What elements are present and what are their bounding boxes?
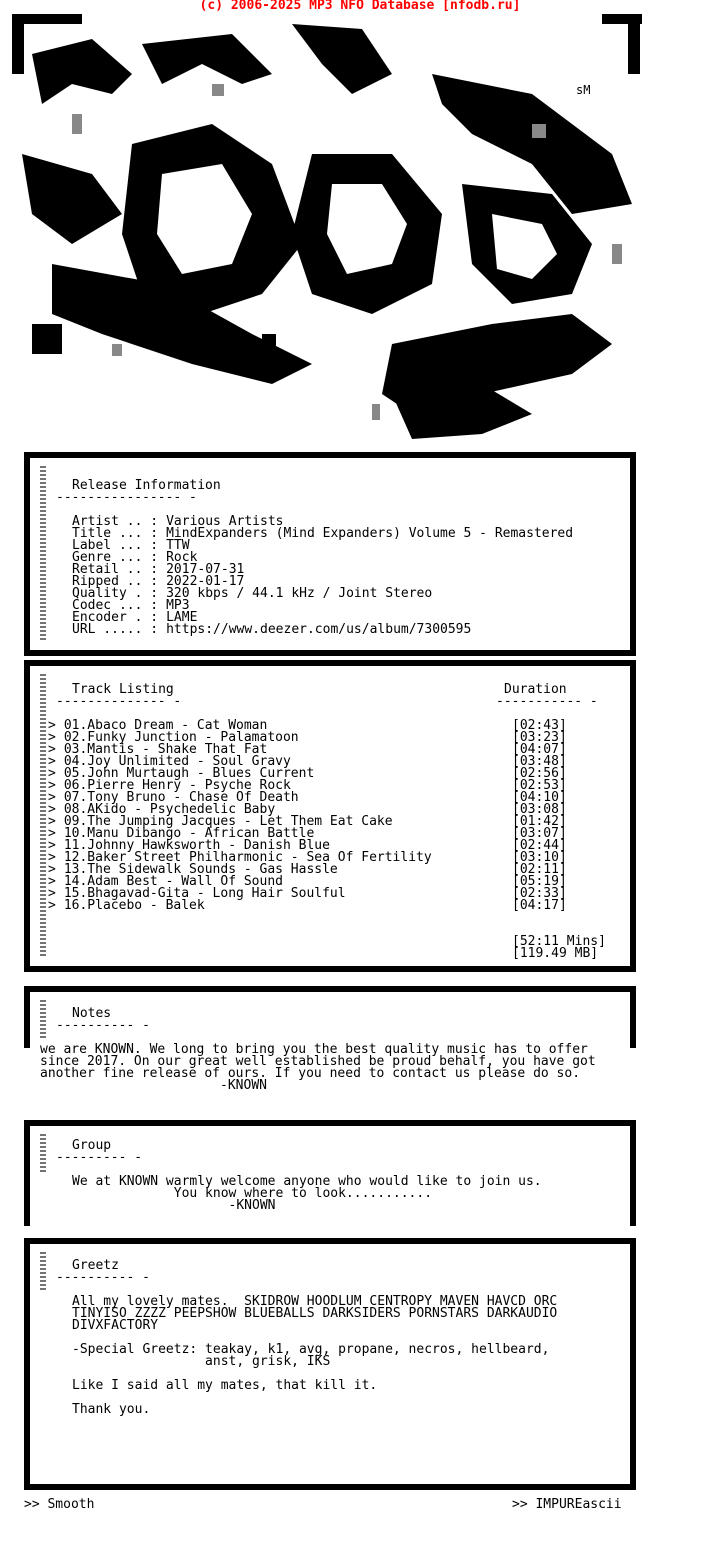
release-field-label: Artist .. :	[72, 514, 159, 529]
greetz-line: DIVXFACTORY	[72, 1318, 159, 1333]
footer-left: >> Smooth	[24, 1497, 95, 1512]
track-title: 08.AKido - Psychedelic Baby	[63, 802, 276, 817]
track-duration: [02:44]	[512, 838, 567, 853]
track-marker: >	[48, 850, 56, 865]
track-list	[48, 720, 608, 912]
track-title: 13.The Sidewalk Sounds - Gas Hassle	[63, 862, 338, 877]
group-rule: --------- -	[56, 1150, 143, 1165]
release-field-label: Quality . :	[72, 586, 159, 601]
track-duration: [01:42]	[512, 814, 567, 829]
greetz-rule: ---------- -	[56, 1270, 150, 1285]
greetz-line: anst, grisk, IKS	[72, 1354, 331, 1369]
release-field-value: 320 kbps / 44.1 kHz / Joint Stereo	[166, 586, 433, 601]
track-marker: >	[48, 814, 56, 829]
greetz-line: -Special Greetz: teakay, k1, avg, propane, necros, hellbeard,	[72, 1342, 550, 1357]
track-marker: >	[48, 874, 56, 889]
group-heading: Group	[72, 1138, 112, 1153]
track-marker: >	[48, 754, 56, 769]
track-title: 10.Manu Dibango - African Battle	[63, 826, 315, 841]
group-text	[72, 1176, 542, 1212]
release-field-value: MindExpanders (Mind Expanders) Volume 5 - Remastered	[166, 526, 574, 541]
greetz-line: TINYISO ZZZZ PEEPSHOW BLUEBALLS DARKSIDERS PORNSTARS DARKAUDIO	[72, 1306, 558, 1321]
track-marker: >	[48, 898, 56, 913]
greetz-text	[72, 1296, 557, 1416]
release-field-label: Codec ... :	[72, 598, 159, 613]
track-title: 01.Abaco Dream - Cat Woman	[63, 718, 268, 733]
track-duration: [03:48]	[512, 754, 567, 769]
track-title: 02.Funky Junction - Palamatoon	[63, 730, 299, 745]
track-title: 05.John Murtaugh - Blues Current	[63, 766, 315, 781]
release-field-label: URL ..... :	[72, 622, 159, 637]
group-line: -KNOWN	[72, 1198, 276, 1213]
release-field-value: 2022-01-17	[166, 574, 245, 589]
greetz-line: Like I said all my mates, that kill it.	[72, 1378, 378, 1393]
track-title: 15.Bhagavad-Gita - Long Hair Soulful	[63, 886, 346, 901]
track-marker: >	[48, 742, 56, 757]
track-marker: >	[48, 838, 56, 853]
track-row	[48, 900, 608, 912]
group-line: You know where to look...........	[72, 1186, 433, 1201]
release-heading: Release Information	[72, 478, 221, 493]
tracks-heading: Track Listing	[72, 682, 174, 697]
release-field-label: Encoder . :	[72, 610, 159, 625]
track-title: 16.Placebo - Balek	[63, 898, 205, 913]
duration-rule: ----------- -	[496, 694, 598, 709]
track-title: 11.Johnny Hawksworth - Danish Blue	[63, 838, 330, 853]
release-field-label: Title ... :	[72, 526, 159, 541]
release-rule: ---------------- -	[56, 490, 197, 505]
greetz-line: All my lovely mates. SKIDROW HOODLUM CENTROPY MAVEN HAVCD ORC	[72, 1294, 558, 1309]
release-field-value: TTW	[166, 538, 190, 553]
release-field-row	[72, 624, 573, 636]
track-marker: >	[48, 802, 56, 817]
track-duration: [03:07]	[512, 826, 567, 841]
group-line: We at KNOWN warmly welcome anyone who would like to join us.	[72, 1174, 542, 1189]
track-duration: [02:43]	[512, 718, 567, 733]
track-marker: >	[48, 778, 56, 793]
total-time: [52:11 Mins]	[512, 934, 606, 949]
release-field-value: LAME	[166, 610, 198, 625]
release-field-label: Label ... :	[72, 538, 159, 553]
track-duration: [02:56]	[512, 766, 567, 781]
track-marker: >	[48, 790, 56, 805]
greetz-heading: Greetz	[72, 1258, 119, 1273]
track-title: 07.Tony Bruno - Chase Of Death	[63, 790, 299, 805]
ascii-logo	[12, 14, 642, 444]
track-duration: [02:33]	[512, 886, 567, 901]
track-duration: [05:19]	[512, 874, 567, 889]
track-title: 04.Joy Unlimited - Soul Gravy	[63, 754, 291, 769]
track-duration: [02:11]	[512, 862, 567, 877]
track-title: 06.Pierre Henry - Psyche Rock	[63, 778, 291, 793]
track-marker: >	[48, 826, 56, 841]
duration-heading: Duration	[504, 682, 567, 697]
track-title: 09.The Jumping Jacques - Let Them Eat Cake	[63, 814, 393, 829]
logo-signature: sM	[576, 83, 591, 97]
notes-line: another fine release of ours. If you need to contact us please do so.	[40, 1066, 581, 1081]
notes-line: -KNOWN	[40, 1078, 267, 1093]
release-field-label: Ripped .. :	[72, 574, 159, 589]
track-duration: [03:23]	[512, 730, 567, 745]
notes-panel	[24, 986, 636, 1048]
release-field-value: MP3	[166, 598, 190, 613]
notes-line: we are KNOWN. We long to bring you the best quality music has to offer	[40, 1042, 588, 1057]
track-title: 12.Baker Street Philharmonic - Sea Of Fertility	[63, 850, 432, 865]
copyright-banner: (c) 2006-2025 MP3 NFO Database [nfodb.ru]	[199, 0, 521, 13]
release-field-value: https://www.deezer.com/us/album/7300595	[166, 622, 472, 637]
total-size: [119.49 MB]	[512, 946, 599, 961]
track-duration: [03:10]	[512, 850, 567, 865]
release-field-label: Genre ... :	[72, 550, 159, 565]
notes-text	[40, 1044, 596, 1092]
release-field-value: Various Artists	[166, 514, 284, 529]
release-field-value: Rock	[166, 550, 198, 565]
track-duration: [04:10]	[512, 790, 567, 805]
track-duration: [04:17]	[512, 898, 567, 913]
release-fields	[72, 516, 573, 636]
track-title: 03.Mantis - Shake That Fat	[63, 742, 268, 757]
notes-line: since 2017. On our great well established be proud behalf, you have got	[40, 1054, 596, 1069]
notes-rule: ---------- -	[56, 1018, 150, 1033]
tracks-rule: -------------- -	[56, 694, 182, 709]
track-duration: [04:07]	[512, 742, 567, 757]
track-title: 14.Adam Best - Wall Of Sound	[63, 874, 283, 889]
track-marker: >	[48, 886, 56, 901]
track-duration: [02:53]	[512, 778, 567, 793]
track-marker: >	[48, 718, 56, 733]
release-field-value: 2017-07-31	[166, 562, 245, 577]
notes-heading: Notes	[72, 1006, 112, 1021]
track-duration: [03:08]	[512, 802, 567, 817]
footer-right: >> IMPUREascii	[512, 1497, 622, 1512]
track-marker: >	[48, 730, 56, 745]
release-field-label: Retail .. :	[72, 562, 159, 577]
greetz-line: Thank you.	[72, 1402, 151, 1417]
track-marker: >	[48, 766, 56, 781]
track-marker: >	[48, 862, 56, 877]
